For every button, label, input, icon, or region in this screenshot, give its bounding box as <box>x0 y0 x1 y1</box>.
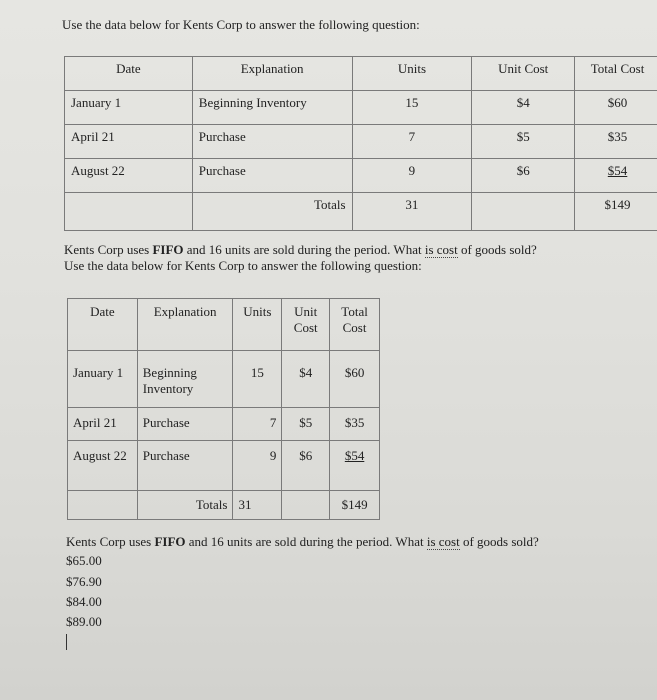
question-pre: Kents Corp uses <box>66 534 155 549</box>
cell-total-cost <box>575 159 657 193</box>
header-date: Date <box>65 57 193 91</box>
intro-text-2: Use the data below for Kents Corp to answer the following question: <box>64 258 422 273</box>
intro-text-1: Use the data below for Kents Corp to answer the following question: <box>62 17 420 32</box>
cell-date: January 1 <box>68 351 138 408</box>
cell-explanation: Purchase <box>137 441 233 491</box>
table-header-row <box>65 57 657 91</box>
answer-option-2[interactable]: $76.90 <box>66 574 102 589</box>
table-row <box>68 441 380 491</box>
cell-unit-cost: $4 <box>472 91 575 125</box>
inventory-table-2 <box>67 298 380 520</box>
cell-units: 15 <box>233 351 282 408</box>
cell-total-cost: $60 <box>330 351 380 408</box>
cell-date: April 21 <box>68 408 138 441</box>
totals-row <box>68 491 380 520</box>
cell-unit-cost: $6 <box>472 159 575 193</box>
table-row <box>68 351 380 408</box>
answer-option-1[interactable]: $65.00 <box>66 553 102 568</box>
cell-empty <box>472 193 575 231</box>
cell-explanation: Beginning Inventory <box>192 91 352 125</box>
cell-unit-cost: $5 <box>472 125 575 159</box>
cell-total-cost: $35 <box>575 125 657 159</box>
header-unit-cost: Unit Cost <box>282 299 330 351</box>
question-method: FIFO <box>154 534 186 549</box>
cell-total-cost: $35 <box>330 408 380 441</box>
totals-cost: $149 <box>330 491 380 520</box>
text-cursor <box>66 634 67 650</box>
underlined-value: $54 <box>607 163 628 178</box>
cell-total-cost: $60 <box>575 91 657 125</box>
cell-units: 15 <box>352 91 472 125</box>
question-text-1 <box>64 242 537 258</box>
cell-unit-cost: $6 <box>282 441 330 491</box>
question-method: FIFO <box>152 242 184 257</box>
question-flagged-word: is cost <box>424 242 458 257</box>
totals-units: 31 <box>352 193 472 231</box>
question-text-2 <box>66 534 539 550</box>
cell-explanation: Purchase <box>192 159 352 193</box>
question-pre: Kents Corp uses <box>64 242 153 257</box>
table-row <box>65 125 657 159</box>
cell-units: 9 <box>233 441 282 491</box>
header-date: Date <box>68 299 138 351</box>
cell-explanation: Purchase <box>192 125 352 159</box>
cell-units: 7 <box>233 408 282 441</box>
question-mid: and 16 units are sold during the period. What <box>185 534 427 549</box>
question-mid: and 16 units are sold during the period. What <box>183 242 425 257</box>
cell-total-cost <box>330 441 380 491</box>
cell-date: January 1 <box>65 91 193 125</box>
header-total-cost: Total Cost <box>330 299 380 351</box>
cell-explanation: Purchase <box>137 408 233 441</box>
cell-date: April 21 <box>65 125 193 159</box>
table-row <box>65 91 657 125</box>
cell-date: August 22 <box>65 159 193 193</box>
question-flagged-word: is cost <box>426 534 460 549</box>
inventory-table-1 <box>64 56 657 231</box>
cell-explanation: Beginning Inventory <box>137 351 233 408</box>
totals-label: Totals <box>137 491 233 520</box>
totals-label: Totals <box>192 193 352 231</box>
totals-cost: $149 <box>575 193 657 231</box>
totals-row <box>65 193 657 231</box>
answer-option-3[interactable]: $84.00 <box>66 594 102 609</box>
cell-unit-cost: $4 <box>282 351 330 408</box>
totals-units: 31 <box>233 491 282 520</box>
cell-empty <box>68 491 138 520</box>
cell-date: August 22 <box>68 441 138 491</box>
header-explanation: Explanation <box>137 299 233 351</box>
underlined-value: $54 <box>344 448 365 463</box>
table-header-row <box>68 299 380 351</box>
cell-units: 9 <box>352 159 472 193</box>
cell-unit-cost: $5 <box>282 408 330 441</box>
question-post: of goods sold? <box>459 534 539 549</box>
cell-units: 7 <box>352 125 472 159</box>
header-units: Units <box>233 299 282 351</box>
cell-empty <box>65 193 193 231</box>
header-units: Units <box>352 57 472 91</box>
header-explanation: Explanation <box>192 57 352 91</box>
answer-option-4[interactable]: $89.00 <box>66 614 102 629</box>
cell-empty <box>282 491 330 520</box>
question-post: of goods sold? <box>457 242 537 257</box>
header-total-cost: Total Cost <box>575 57 657 91</box>
header-unit-cost: Unit Cost <box>472 57 575 91</box>
table-row <box>68 408 380 441</box>
table-row <box>65 159 657 193</box>
